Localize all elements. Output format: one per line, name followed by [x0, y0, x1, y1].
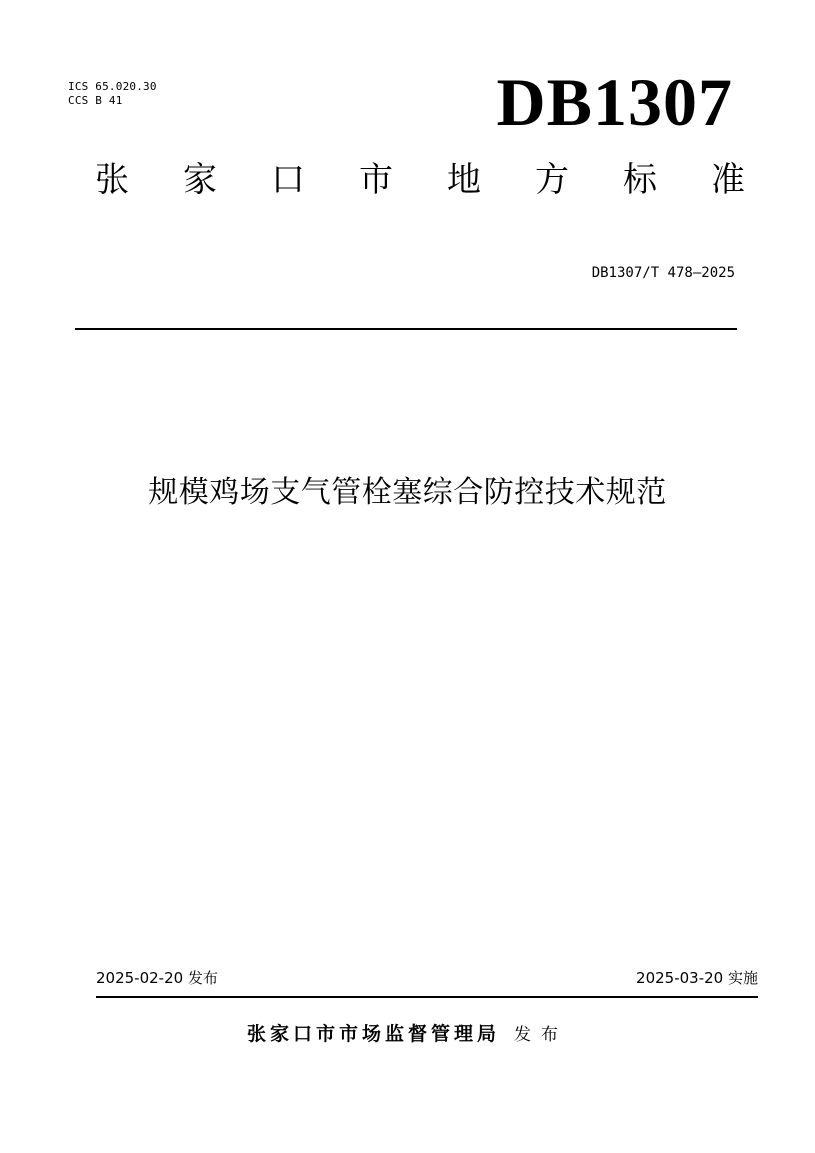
standard-type-char: 口	[271, 160, 305, 200]
header-divider	[75, 328, 737, 330]
standard-number: DB1307/T 478—2025	[591, 265, 735, 281]
standard-type-char: 张	[95, 160, 129, 200]
document-title: 规模鸡场支气管栓塞综合防控技术规范	[148, 475, 667, 510]
implementation-date: 2025-03-20 实施	[636, 969, 758, 987]
standard-type-char: 标	[623, 160, 657, 200]
classification-codes	[68, 80, 157, 108]
standard-type-char: 方	[535, 160, 569, 200]
issue-date: 2025-02-20 发布	[96, 969, 218, 987]
standard-mark: DB1307	[496, 64, 733, 140]
ccs-code: CCS B 41	[68, 94, 123, 107]
publisher-line	[0, 1020, 815, 1049]
ics-code: ICS 65.020.30	[68, 80, 157, 93]
publisher-name: 张家口市市场监督管理局	[246, 1023, 500, 1045]
standard-type-heading	[95, 156, 745, 204]
footer-divider	[96, 996, 758, 998]
standard-type-char: 地	[447, 160, 481, 200]
publish-action: 发布	[514, 1025, 568, 1045]
standard-type-char: 家	[183, 160, 217, 200]
standard-type-char: 市	[359, 160, 393, 200]
standard-type-char: 准	[711, 160, 745, 200]
